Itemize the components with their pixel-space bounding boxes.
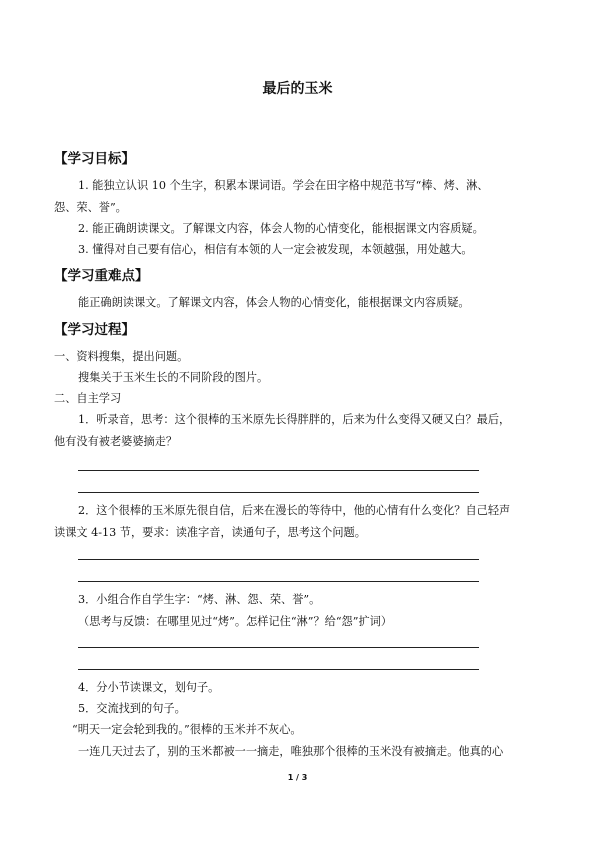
goal-2: 2. 能正确朗读课文。了解课文内容，体会人物的心情变化，能根据课文内容质疑。 (78, 222, 484, 235)
quote-sentence-2: 一连几天过去了，别的玉米都被一一摘走，唯独那个很棒的玉米没有被摘走。他真的心 (78, 745, 504, 758)
question-4: 4．分小节读课文，划句子。 (78, 681, 220, 694)
process-step-1-text: 搜集关于玉米生长的不同阶段的图片。 (78, 371, 269, 384)
answer-line (78, 669, 479, 670)
goal-1-line-1: 1. 能独立认识 10 个生字，积累本课词语。学会在田字格中规范书写“棒、烤、淋、 (78, 179, 489, 192)
question-1-line-2: 他有没有被老婆婆摘走？ (54, 435, 178, 448)
question-3-line-2: （思考与反馈：在哪里见过“烤”。怎样记住“淋”？给“怨”扩词） (78, 615, 393, 628)
process-step-2-heading: 二、自主学习 (54, 392, 122, 405)
question-1-line-1: 1．听录音，思考：这个很棒的玉米原先长得胖胖的，后来为什么变得又硬又白？最后， (78, 413, 511, 426)
section-heading-process: 【学习过程】 (54, 322, 135, 338)
question-2-line-2: 读课文 4-13 节，要求：读准字音，读通句子，思考这个问题。 (54, 526, 366, 539)
question-2-line-1: 2．这个很棒的玉米原先很自信，后来在漫长的等待中，他的心情有什么变化？自己轻声 (78, 504, 511, 517)
answer-line (78, 559, 479, 560)
page-title: 最后的玉米 (262, 81, 333, 97)
section-heading-key-points: 【学习重难点】 (54, 268, 149, 284)
page-number: 1 / 3 (287, 773, 308, 782)
question-5: 5．交流找到的句子。 (78, 702, 186, 715)
answer-line (78, 647, 479, 648)
goal-1-line-2: 怨、荣、誉”。 (54, 201, 127, 214)
question-3-line-1: 3．小组合作自学生字：“烤、淋、怨、荣、誉”。 (78, 593, 321, 606)
process-step-1-heading: 一、资料搜集，提出问题。 (54, 350, 189, 363)
answer-line (78, 581, 479, 582)
section-heading-goals: 【学习目标】 (54, 151, 135, 167)
answer-line (78, 492, 479, 493)
key-point-text: 能正确朗读课文。了解课文内容，体会人物的心情变化，能根据课文内容质疑。 (78, 296, 470, 309)
goal-3: 3. 懂得对自己要有信心，相信有本领的人一定会被发现，本领越强，用处越大。 (78, 243, 473, 256)
quote-sentence-1: “明天一定会轮到我的。”很棒的玉米并不灰心。 (72, 723, 302, 736)
answer-line (78, 470, 479, 471)
